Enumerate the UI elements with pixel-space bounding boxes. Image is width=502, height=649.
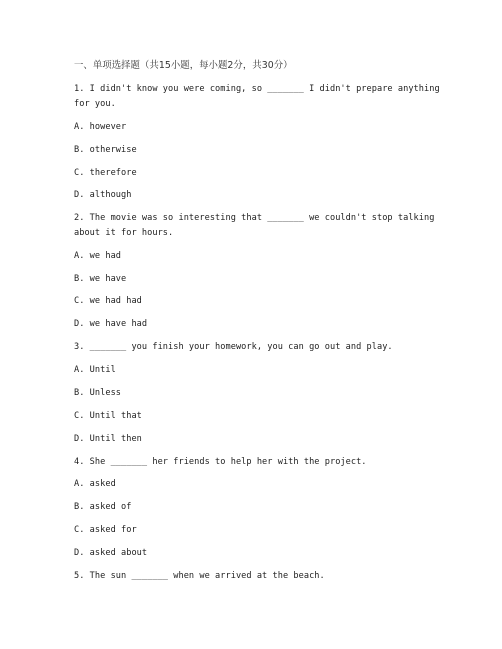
- question-2-option-b: B. we have: [74, 274, 127, 284]
- question-5-text: 5. The sun _______ when we arrived at the beach.: [74, 571, 325, 581]
- question-2-option-c: C. we had had: [74, 296, 142, 306]
- question-1-text-cont: for you.: [74, 99, 116, 109]
- question-2-text-cont: about it for hours.: [74, 228, 174, 238]
- question-2-option-a: A. we had: [74, 251, 122, 261]
- section-title: 一、单项选择题（共15小题，每小题2分，共30分）: [74, 60, 293, 71]
- question-3-option-c: C. Until that: [74, 411, 142, 421]
- question-4-option-b: B. asked of: [74, 502, 132, 512]
- question-2-text: 2. The movie was so interesting that _______ we couldn't stop talking: [74, 213, 435, 223]
- question-3-option-b: B. Unless: [74, 388, 122, 398]
- question-1-option-d: D. although: [74, 190, 132, 200]
- question-1-text: 1. I didn't know you were coming, so _______ I didn't prepare anything: [74, 84, 440, 94]
- question-2-option-d: D. we have had: [74, 319, 148, 329]
- question-4-option-d: D. asked about: [74, 548, 148, 558]
- question-4-option-a: A. asked: [74, 479, 116, 489]
- question-3-option-a: A. Until: [74, 365, 116, 375]
- question-4-text: 4. She _______ her friends to help her with the project.: [74, 457, 367, 467]
- question-1-option-c: C. therefore: [74, 168, 137, 178]
- question-1-option-a: A. however: [74, 122, 127, 132]
- question-4-option-c: C. asked for: [74, 525, 137, 535]
- question-1-option-b: B. otherwise: [74, 145, 137, 155]
- question-3-option-d: D. Until then: [74, 434, 142, 444]
- question-3-text: 3. _______ you finish your homework, you can go out and play.: [74, 342, 393, 352]
